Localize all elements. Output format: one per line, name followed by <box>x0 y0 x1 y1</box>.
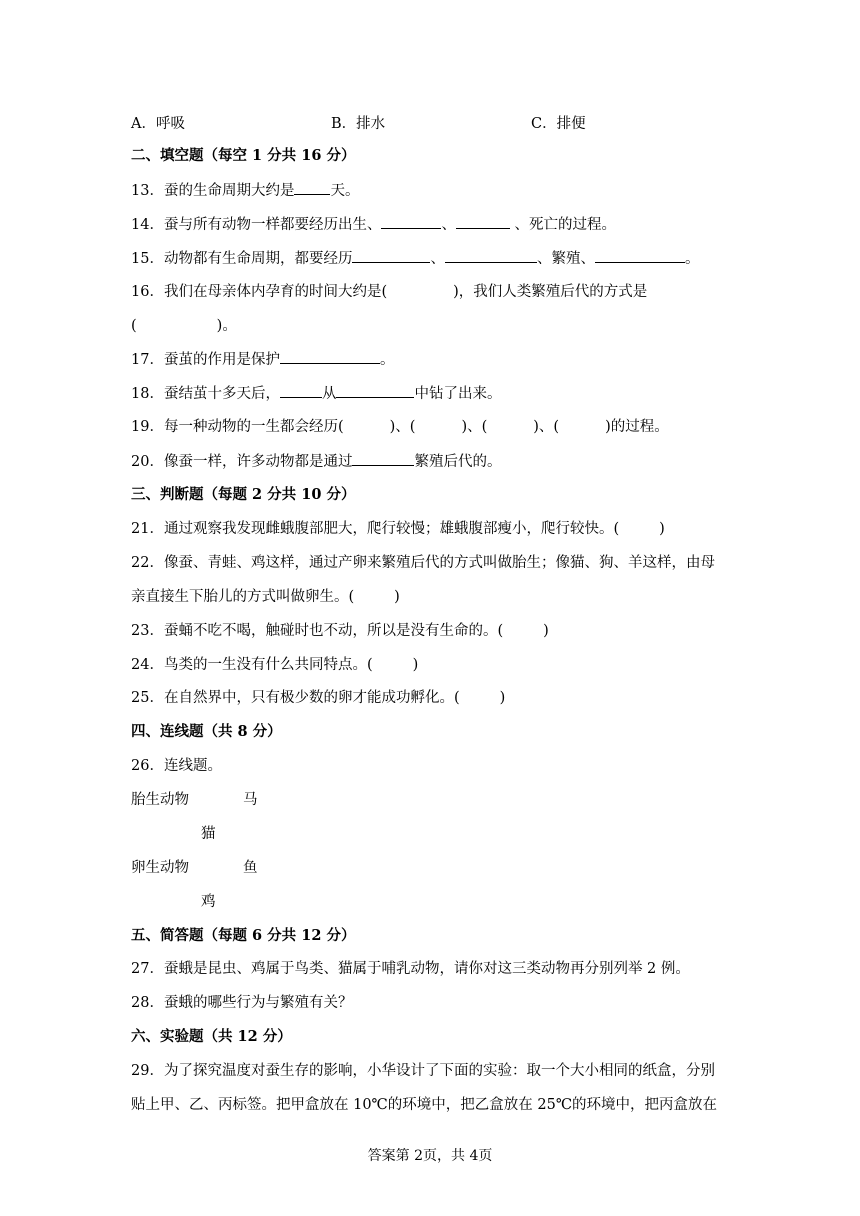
section-heading-matching: 四、连线题（共 8 分） <box>131 723 282 740</box>
option-b: B．排水 <box>331 116 386 132</box>
question-17: 17．蚕茧的作用是保护 。 <box>131 349 394 370</box>
section-heading-experiment: 六、实验题（共 12 分） <box>131 1028 292 1045</box>
section-heading-fill-in: 二、填空题（每空 1 分共 16 分） <box>131 147 356 164</box>
section-heading-short-answer: 五、简答题（每题 6 分共 12 分） <box>131 927 356 944</box>
question-13: 13．蚕的生命周期大约是 天。 <box>131 180 359 201</box>
section-heading-judgement: 三、判断题（每题 2 分共 10 分） <box>131 486 356 503</box>
option-a: A．呼吸 <box>131 116 185 132</box>
matching-animal-horse: 马 <box>243 792 258 808</box>
question-25: 25．在自然界中，只有极少数的卵才能成功孵化。( ) <box>131 690 506 706</box>
question-16-cont: ( )。 <box>131 318 237 334</box>
question-19: 19．每一种动物的一生都会经历( )、( )、( )、( )的过程。 <box>131 419 669 435</box>
question-22-cont: 亲直接生下胎儿的方式叫做卵生。( ) <box>131 589 400 605</box>
question-22: 22．像蚕、青蛙、鸡这样，通过产卵来繁殖后代的方式叫做胎生；像猫、狗、羊这样，由母 <box>131 555 715 571</box>
question-16: 16．我们在母亲体内孕育的时间大约是( )，我们人类繁殖后代的方式是 <box>131 284 648 300</box>
matching-left-viviparous: 胎生动物 <box>131 792 189 808</box>
matching-animal-fish: 鱼 <box>243 860 258 876</box>
question-20: 20．像蚕一样，许多动物都是通过 繁殖后代的。 <box>131 451 501 472</box>
question-21: 21．通过观察我发现雌蛾腹部肥大，爬行较慢；雄蛾腹部瘦小，爬行较快。( ) <box>131 521 665 537</box>
page-footer: 答案第 2页，共 4页 <box>367 1148 493 1164</box>
question-15: 15．动物都有生命周期，都要经历 、 、繁殖、 。 <box>131 248 699 269</box>
matching-left-oviparous: 卵生动物 <box>131 860 189 876</box>
question-29: 29．为了探究温度对蚕生存的影响，小华设计了下面的实验：取一个大小相同的纸盒，分别 <box>131 1063 715 1079</box>
matching-animal-cat: 猫 <box>201 826 216 842</box>
option-c: C．排便 <box>531 116 586 132</box>
question-26: 26．连线题。 <box>131 758 222 774</box>
question-27: 27．蚕蛾是昆虫、鸡属于鸟类、猫属于哺乳动物，请你对这三类动物再分别列举 2 例。 <box>131 961 690 977</box>
matching-animal-chicken: 鸡 <box>201 894 216 910</box>
question-24: 24．鸟类的一生没有什么共同特点。( ) <box>131 657 419 673</box>
question-14: 14．蚕与所有动物一样都要经历出生、 、 、死亡的过程。 <box>131 214 616 235</box>
question-23: 23．蚕蛹不吃不喝，触碰时也不动，所以是没有生命的。( ) <box>131 623 549 639</box>
question-29-cont: 贴上甲、乙、丙标签。把甲盒放在 10℃的环境中，把乙盒放在 25℃的环境中，把丙盒放在 <box>131 1097 718 1113</box>
question-18: 18．蚕结茧十多天后， 从 中钻了出来。 <box>131 383 501 404</box>
question-28: 28．蚕蛾的哪些行为与繁殖有关？ <box>131 995 353 1011</box>
